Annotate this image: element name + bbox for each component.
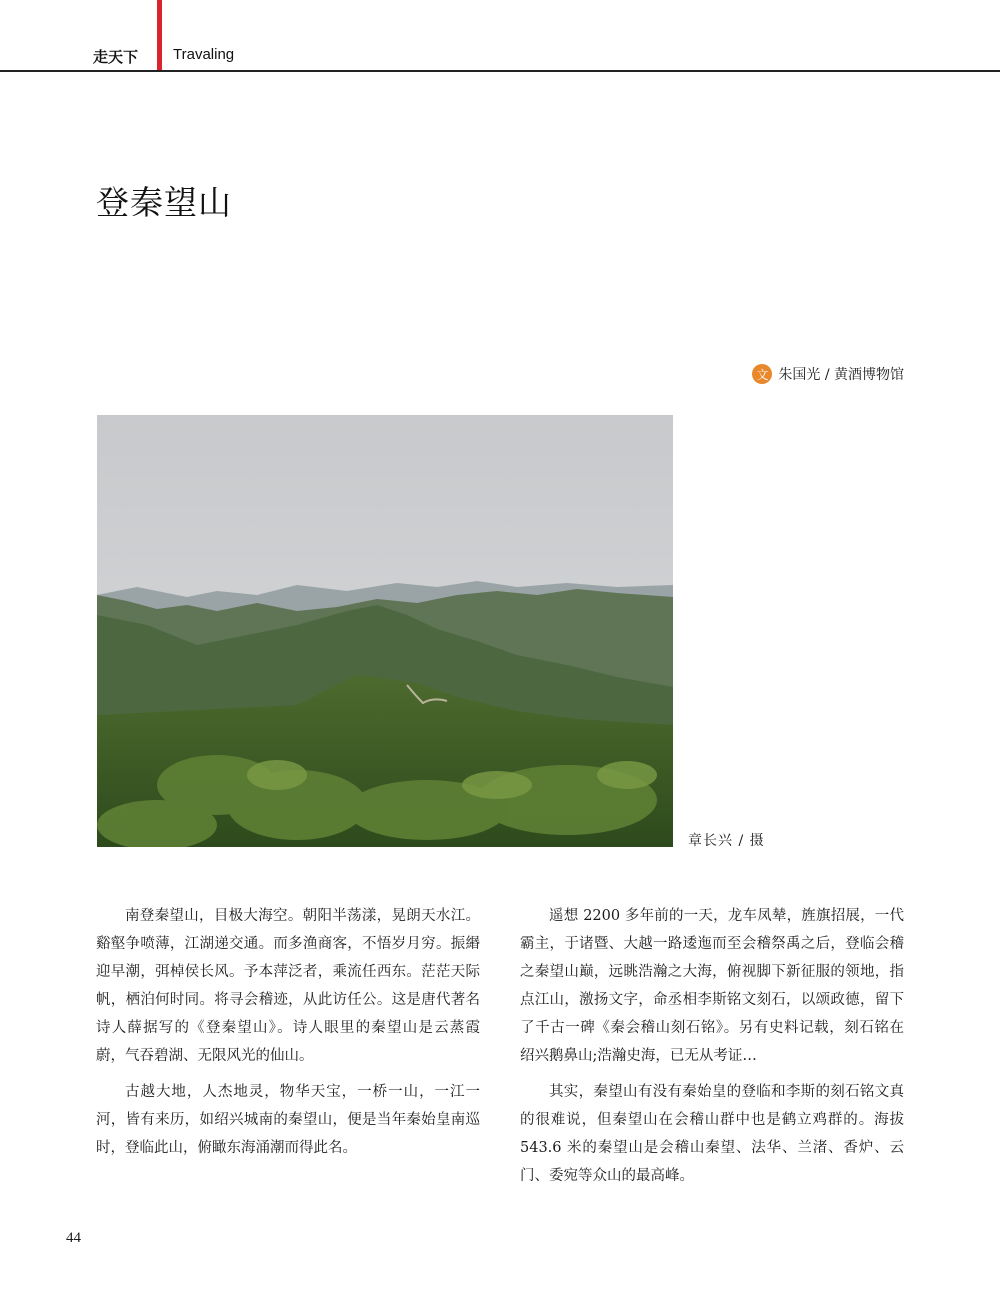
byline (752, 364, 904, 384)
section-marker (157, 0, 162, 70)
page-number: 44 (66, 1230, 81, 1246)
paragraph: 遥想 2200 多年前的一天，龙车凤辇，旌旗招展，一代霸主，于诸暨、大越一路逶迤而至会稽祭禹之后，登临会稽之秦望山巅，远眺浩瀚之大海，俯视脚下新征服的领地，指点江山，激扬文字，命丞相李斯铭文刻石，以颂政德，留下了千古一碑《秦会稽山刻石铭》。另有史料记载，刻石铭在绍兴鹅鼻山;浩瀚史海，已无从考证… (520, 908, 904, 1064)
article-title: 登秦望山 (96, 183, 232, 222)
author-name: 朱国光 / 黄酒博物馆 (778, 367, 904, 383)
article-column-left (96, 902, 480, 1170)
paragraph: 古越大地，人杰地灵，物华天宝，一桥一山，一江一河，皆有来历，如绍兴城南的秦望山，便是当年秦始皇南巡时，登临此山，俯瞰东海涌潮而得此名。 (96, 1084, 480, 1156)
photo-credit: 章长兴 / 摄 (688, 833, 765, 849)
article-column-right (520, 902, 904, 1198)
paragraph: 南登秦望山，目极大海空。朝阳半荡漾，晃朗天水江。 谿壑争喷薄，江湖递交通。而多渔商客，不悟岁月穷。振緡迎早潮，弭棹侯长风。予本萍泛者，乘流任西东。茫茫天际帆，栖泊何时同。将寻会稽迹，从此访任公。这是唐代著名诗人薛据写的《登秦望山》。诗人眼里的秦望山是云蒸霞蔚，气吞碧湖、无限风光的仙山。 (96, 908, 480, 1064)
page-header (0, 0, 1000, 72)
mountain-landscape-image (97, 415, 673, 847)
section-title-cn: 走天下 (93, 48, 139, 66)
paragraph: 其实，秦望山有没有秦始皇的登临和李斯的刻石铭文真的很难说，但秦望山在会稽山群中也是鹤立鸡群的。海拔 543.6 米的秦望山是会稽山秦望、法华、兰渚、香炉、云门、委宛等众山的最高峰。 (520, 1084, 904, 1184)
author-badge: 文 (752, 364, 772, 384)
header-divider (0, 70, 1000, 72)
section-title-en: Travaling (173, 46, 235, 63)
mountain-photo (97, 415, 673, 847)
